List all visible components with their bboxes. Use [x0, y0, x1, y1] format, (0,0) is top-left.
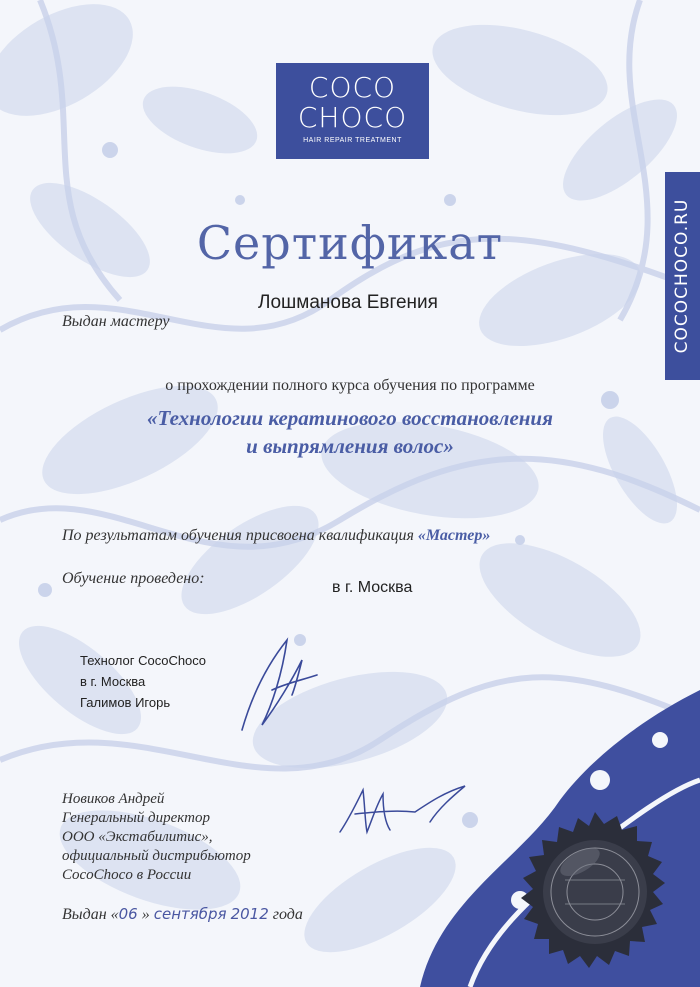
website-text: COCOCHOCO.RU	[672, 198, 692, 354]
technologist-city: в г. Москва	[80, 674, 146, 689]
recipient-name: Лошманова Евгения	[258, 292, 438, 313]
qualification-value: «Мастер»	[417, 527, 491, 544]
issue-date	[62, 905, 303, 924]
qualification-line	[62, 527, 490, 545]
logo-line-1: COCO	[308, 71, 397, 104]
brand-logo	[276, 63, 429, 159]
training-city: в г. Москва	[332, 579, 413, 596]
director-name: Новиков Андрей	[62, 791, 165, 807]
qualification-prefix: По результатам обучения присвоена квалификация	[62, 527, 414, 544]
course-intro: о прохождении полного курса обучения по программе	[165, 377, 535, 394]
logo-line-2: CHOCO	[297, 101, 408, 134]
director-block	[62, 790, 251, 885]
certificate-title: Сертификат	[196, 216, 504, 270]
director-company: ООО «Экстабилитис»,	[62, 829, 213, 845]
director-position: Генеральный директор	[62, 810, 210, 826]
date-close-quote: »	[141, 906, 150, 923]
director-signature	[335, 782, 475, 842]
issued-to-label: Выдан мастеру	[62, 313, 170, 330]
director-role: официальный дистрибьютор	[62, 848, 251, 864]
technologist-title: Технолог CocoChoco	[80, 653, 207, 668]
date-month: сентября	[153, 905, 227, 923]
program-name	[0, 404, 700, 460]
date-prefix: Выдан «	[62, 906, 119, 923]
director-region: CocoChoco в России	[62, 867, 192, 883]
date-suffix: года	[272, 906, 303, 923]
date-day: 06	[118, 905, 138, 923]
technologist-signature	[232, 635, 322, 735]
technologist-name: Галимов Игорь	[80, 695, 171, 710]
company-seal	[505, 810, 685, 987]
program-line-1: «Технологии кератинового восстановления	[147, 406, 553, 430]
technologist-block	[80, 650, 206, 713]
program-line-2: и выпрямления волос»	[246, 434, 454, 458]
website-side-tab	[665, 172, 700, 380]
logo-tagline: HAIR REPAIR TREATMENT	[303, 137, 402, 144]
date-year: 2012	[230, 905, 269, 923]
training-held-label: Обучение проведено:	[62, 570, 205, 587]
